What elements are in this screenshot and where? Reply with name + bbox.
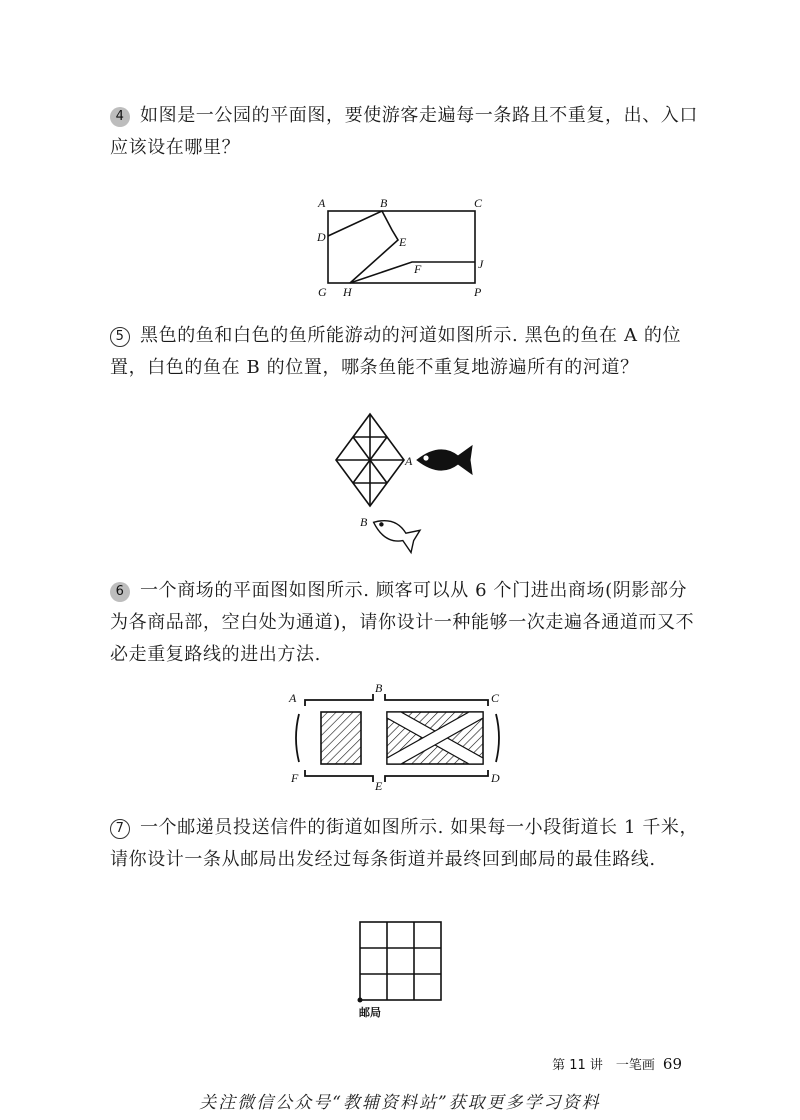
- label-b: B: [380, 196, 388, 210]
- label-g: G: [318, 285, 327, 299]
- label-p: P: [474, 285, 482, 299]
- page-footer: [552, 1054, 682, 1073]
- problem-5: [110, 320, 700, 384]
- label-c: C: [491, 691, 500, 705]
- label-b: B: [360, 515, 368, 529]
- problem-text: 黑色的鱼和白色的鱼所能游动的河道如图所示. 黑色的鱼在 A 的位置，白色的鱼在 B 的位置，哪条鱼能不重复地游遍所有的河道？: [110, 325, 682, 378]
- mall-floor-plan-figure: [283, 680, 518, 792]
- problem-number-badge: 5: [110, 327, 130, 347]
- problem-number-badge: 7: [110, 819, 130, 839]
- problem-number-badge: 4: [110, 107, 130, 127]
- label-e: E: [399, 235, 407, 249]
- label-a: A: [289, 691, 297, 705]
- label-d: D: [317, 230, 326, 244]
- white-fish-icon: [368, 513, 420, 552]
- river-channels-figure: [322, 408, 482, 558]
- shop-section-right: [387, 712, 483, 764]
- problem-number-badge: 6: [110, 582, 130, 602]
- problem-4: [110, 100, 700, 164]
- label-f: F: [291, 771, 299, 785]
- label-j: J: [478, 257, 484, 271]
- label-c: C: [474, 196, 483, 210]
- street-grid-figure: [352, 918, 452, 1020]
- label-e: E: [375, 779, 383, 792]
- label-a: A: [405, 454, 413, 468]
- shop-section-left: [321, 712, 361, 764]
- label-b: B: [375, 681, 383, 695]
- label-f: F: [414, 262, 422, 276]
- label-a: A: [318, 196, 326, 210]
- problem-text: 一个邮递员投送信件的街道如图所示. 如果每一小段街道长 1 千米，请你设计一条从邮局出发经过每条街道并最终回到邮局的最佳路线.: [110, 817, 699, 870]
- problem-text: 如图是一公园的平面图，要使游客走遍每一条路且不重复，出、入口应该设在哪里？: [110, 105, 698, 158]
- black-fish-icon: [417, 446, 472, 474]
- post-office-marker: [358, 998, 363, 1003]
- problem-7: [110, 812, 700, 876]
- problem-text: 一个商场的平面图如图所示. 顾客可以从 6 个门进出商场(阴影部分为各商品部，空白处为通道)，请你设计一种能够一次走遍各通道而又不必走重复路线的进出方法.: [110, 580, 695, 665]
- page-number: 69: [662, 1055, 682, 1073]
- park-map-figure: [310, 192, 500, 304]
- watermark-text: 关注微信公众号“教辅资料站”获取更多学习资料: [199, 1093, 601, 1113]
- label-d: D: [491, 771, 500, 785]
- chapter-title: 第 11 讲 一笔画: [552, 1058, 655, 1073]
- label-h: H: [343, 285, 352, 299]
- post-office-label: 邮局: [359, 1006, 381, 1019]
- problem-6: [110, 575, 700, 671]
